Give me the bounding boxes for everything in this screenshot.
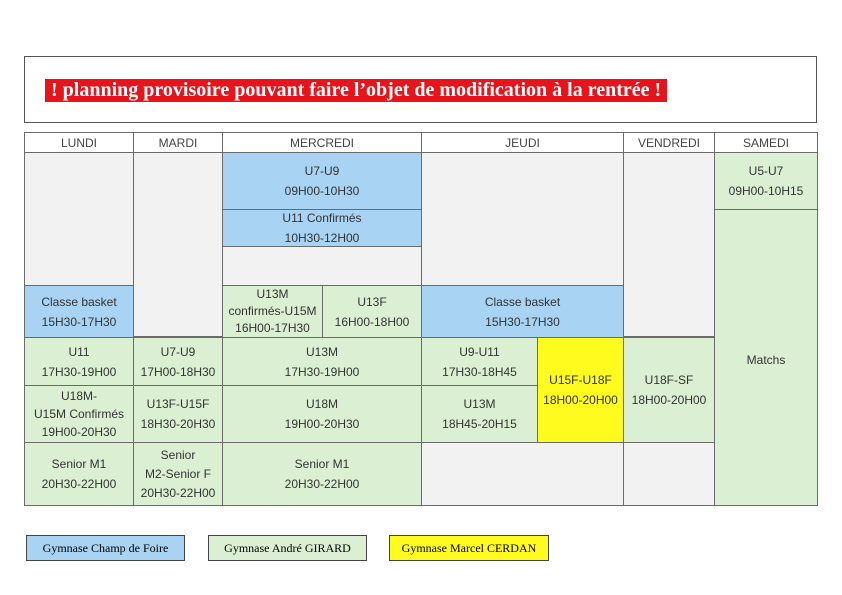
- empty-cell: [222, 246, 422, 286]
- slot-time: 09H00-10H15: [728, 184, 804, 198]
- slot-group: Senior: [160, 447, 196, 462]
- legend-marcel-cerdan: Gymnase Marcel CERDAN: [389, 535, 549, 561]
- slot-time: 17H30-18H45: [442, 364, 517, 379]
- slot-group: U11 Confirmés: [282, 211, 362, 225]
- slot-jeu-u13m: [421, 385, 538, 443]
- slot-sam-matchs: [714, 209, 818, 506]
- empty-cell: [623, 152, 715, 337]
- slot-jeu-classe: [421, 285, 624, 338]
- slot-lun-u18m: [24, 385, 134, 443]
- legend-champ-de-foire: Gymnase Champ de Foire: [26, 535, 185, 561]
- slot-time: 20H30-22H00: [41, 477, 117, 491]
- slot-group: Classe basket: [484, 294, 561, 309]
- slot-group-line2: M2-Senior F: [144, 466, 212, 481]
- slot-group: U5-U7: [748, 164, 784, 178]
- slot-lun-u11: [24, 337, 134, 386]
- slot-sam-u5: [714, 152, 818, 210]
- slot-group: Senior M1: [51, 457, 107, 471]
- slot-time: 20H30-22H00: [140, 485, 216, 500]
- slot-time: 19H00-20H30: [284, 417, 360, 431]
- warning-banner: ! planning provisoire pouvant faire l’objet de modification à la rentrée !: [45, 79, 667, 102]
- empty-cell: [421, 442, 624, 506]
- slot-mer-u18m: [222, 385, 422, 443]
- slot-time: 17H00-18H30: [140, 364, 216, 379]
- slot-mer-u13m: [222, 285, 323, 338]
- slot-time: 09H00-10H30: [284, 184, 360, 198]
- slot-time: 20H30-22H00: [284, 477, 360, 491]
- slot-group: U13F-U15F: [146, 397, 210, 411]
- slot-mar-u7: [133, 337, 223, 386]
- slot-group: U13M: [463, 397, 496, 411]
- header-jeudi: JEUDI: [421, 132, 624, 153]
- slot-group: U18F-SF: [644, 373, 694, 387]
- slot-mar-u13f: [133, 385, 223, 443]
- slot-lun-classe: [24, 285, 134, 338]
- slot-mer-u13f: [322, 285, 422, 338]
- slot-mer-senior: [222, 442, 422, 506]
- slot-group-line2: confirmés-U15M: [228, 304, 317, 318]
- slot-group: U7-U9: [160, 344, 196, 359]
- slot-group: Matchs: [746, 353, 786, 367]
- slot-group: Senior M1: [294, 457, 350, 471]
- slot-mar-senior: [133, 442, 223, 506]
- slot-group-line2: U15M Confirmés: [33, 407, 125, 421]
- legend-andre-girard: Gymnase André GIRARD: [208, 535, 367, 561]
- slot-time: 16H00-18H00: [334, 314, 410, 329]
- slot-group: U13F: [357, 294, 387, 309]
- slot-time: 10H30-12H00: [284, 231, 360, 245]
- schedule-grid: [24, 132, 818, 506]
- header-mardi: MARDI: [133, 132, 223, 153]
- slot-group: Classe basket: [41, 294, 117, 309]
- empty-cell: [623, 442, 715, 506]
- slot-time: 16H00-17H30: [235, 321, 310, 335]
- slot-lun-senior: [24, 442, 134, 506]
- header-mercredi: MERCREDI: [222, 132, 422, 153]
- empty-cell: [421, 152, 624, 286]
- header-samedi: SAMEDI: [714, 132, 818, 153]
- slot-group: U9-U11: [459, 344, 500, 359]
- slot-group: U13M: [256, 287, 289, 301]
- slot-time: 18H30-20H30: [140, 417, 216, 431]
- empty-cell: [24, 152, 134, 286]
- slot-time: 15H30-17H30: [485, 314, 560, 329]
- slot-ven-u18f: [623, 337, 715, 443]
- slot-time: 15H30-17H30: [41, 314, 117, 329]
- slot-time: 18H45-20H15: [442, 417, 517, 431]
- slot-group: U18M-: [60, 389, 97, 403]
- slot-group: U11: [68, 344, 90, 359]
- slot-group: U7-U9: [304, 164, 340, 178]
- empty-cell: [133, 152, 223, 337]
- header-vendredi: VENDREDI: [623, 132, 715, 153]
- slot-time: 19H00-20H30: [41, 425, 117, 439]
- slot-mer-u11: [222, 209, 422, 247]
- slot-time: 17H30-19H00: [41, 364, 117, 379]
- slot-jeu-u15f: [537, 337, 624, 443]
- slot-group: U18M: [305, 397, 338, 411]
- header-lundi: LUNDI: [24, 132, 134, 153]
- slot-group: U15F-U18F: [549, 373, 612, 387]
- slot-mer-u13m-b: [222, 337, 422, 386]
- slot-jeu-u9: [421, 337, 538, 386]
- slot-group: U13M: [305, 344, 338, 359]
- slot-time: 18H00-20H00: [631, 393, 707, 407]
- slot-time: 17H30-19H00: [284, 364, 360, 379]
- slot-time: 18H00-20H00: [543, 393, 618, 407]
- slot-mer-u7: [222, 152, 422, 210]
